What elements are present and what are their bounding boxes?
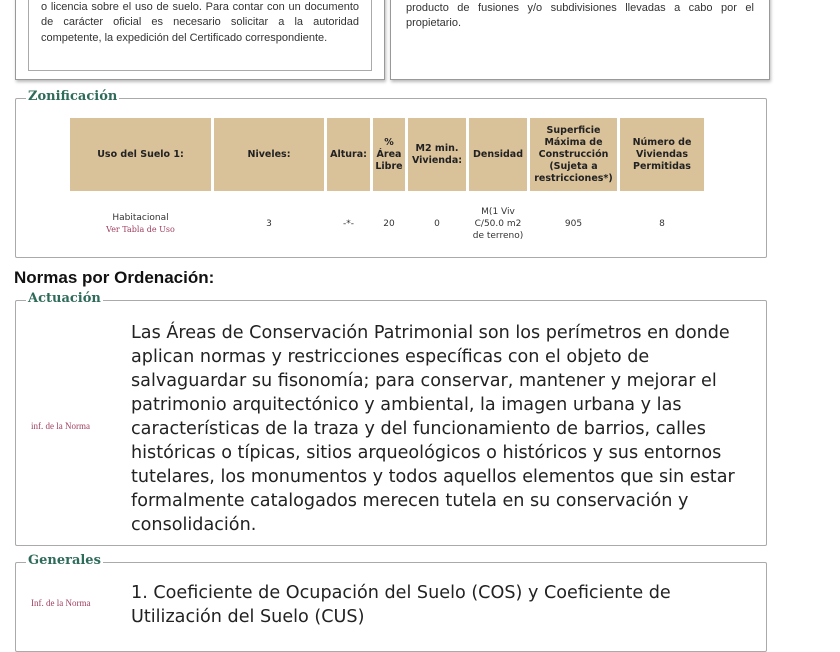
header-area-libre: % Área Libre <box>373 118 405 191</box>
header-niveles: Niveles: <box>214 118 324 191</box>
inf-norma-link[interactable]: inf. de la Norma <box>31 421 90 431</box>
cell-altura: -*- <box>343 219 354 229</box>
cell-superficie: 905 <box>564 219 583 229</box>
actuacion-fieldset <box>15 291 767 546</box>
cell-niveles: 3 <box>266 219 272 229</box>
table-row <box>70 194 704 254</box>
header-superficie: Superficie Máxima de Construcción (Sujeta a restricciones*) <box>530 118 617 191</box>
zonificacion-fieldset <box>15 89 767 258</box>
cell-area-libre: 20 <box>383 219 395 229</box>
zonificacion-legend: Zonificación <box>28 89 118 104</box>
header-altura: Altura: <box>327 118 370 191</box>
actuacion-legend: Actuación <box>28 291 101 306</box>
header-uso: Uso del Suelo 1: <box>70 118 211 191</box>
actuacion-text: Las Áreas de Conservación Patrimonial son los perímetros en donde aplican normas y restricciones específicas con el objeto de salvaguardar su fisonomía; para conservar, mantener y mejorar el patrimonio arquitectónico y ambiental, la imagen urbana y las características de la traza y del funcionamiento de barrios, calles históricas o típicas, sitios arqueológicos o históricos y sus entornos tutelares, los monumentos y todos aquellos elementos que sin estar formalmente catalogados merecen tutela en su conservación y consolidación. <box>131 323 735 535</box>
inf-norma-link[interactable]: Inf. de la Norma <box>31 598 91 608</box>
croquis-notice-text: producto de fusiones y/o subdivisiones llevadas a cabo por el propietario. <box>406 1 754 29</box>
header-m2-min: M2 min. Vivienda: <box>408 118 466 191</box>
normas-title: Normas por Ordenación: <box>14 268 215 287</box>
generales-legend: Generales <box>28 553 101 568</box>
disclaimer-box <box>15 0 385 80</box>
uso-value: Habitacional <box>112 213 169 223</box>
header-densidad: Densidad <box>469 118 527 191</box>
header-viviendas: Número de Viviendas Permitidas <box>620 118 704 191</box>
cell-viviendas: 8 <box>659 219 665 229</box>
table-header-row <box>70 118 704 191</box>
zonificacion-table <box>67 115 707 257</box>
cell-densidad: M(1 Viv C/50.0 m2 de terreno) <box>472 207 524 241</box>
ver-tabla-de-uso-link[interactable]: Ver Tabla de Uso <box>106 225 175 234</box>
disclaimer-text: o licencia sobre el uso de suelo. Para contar con un documento de carácter oficial es necesario solicitar a la autoridad competente, la expedición del Certificado correspondiente. <box>41 0 359 44</box>
cell-m2-min: 0 <box>434 219 440 229</box>
generales-fieldset <box>15 553 767 652</box>
generales-text: 1. Coeficiente de Ocupación del Suelo (COS) y Coeficiente de Utilización del Suelo (CUS) <box>131 583 671 627</box>
croquis-notice-box <box>390 0 770 80</box>
cell-uso <box>70 194 211 254</box>
